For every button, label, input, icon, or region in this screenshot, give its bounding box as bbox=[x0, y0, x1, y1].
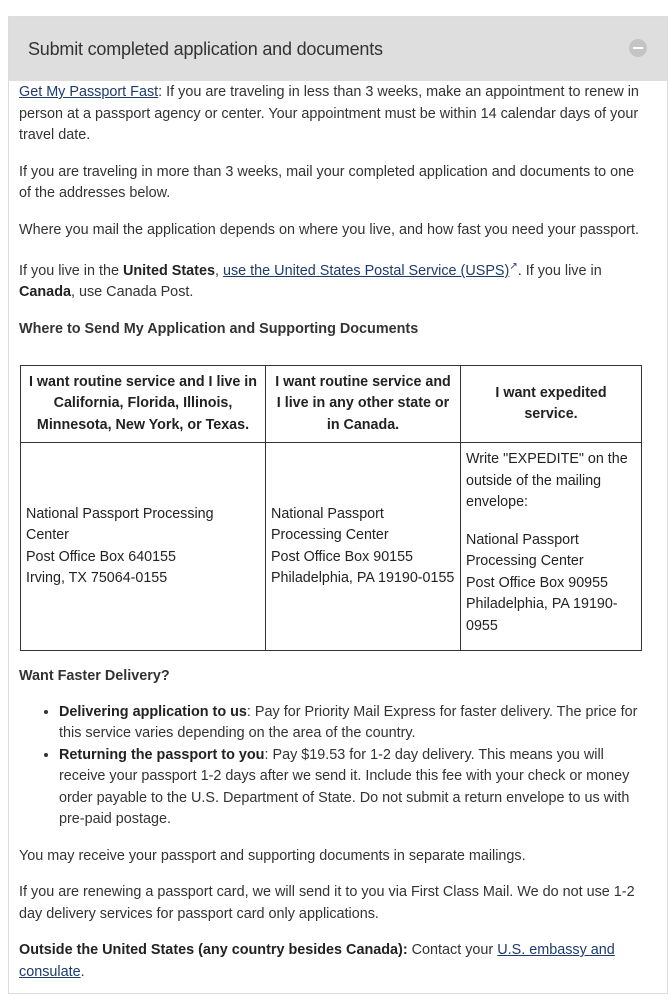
intro-paragraph: Get My Passport Fast: If you are traveling in less than 3 weeks, make an appointment to renew in person at a passport agency or center. Your appointment must be within 14 calendar days of your travel date. bbox=[19, 84, 639, 143]
get-passport-fast-link[interactable]: Get My Passport Fast bbox=[19, 84, 159, 100]
mail-paragraph: If you are traveling in more than 3 weeks, mail your completed application and documents to one of the addresses below. bbox=[19, 163, 635, 201]
panel-content bbox=[19, 82, 647, 340]
accordion-header[interactable] bbox=[9, 17, 667, 81]
faster-section bbox=[19, 666, 647, 983]
minus-circle-icon[interactable] bbox=[629, 39, 647, 57]
table-header: I want routine service and I live in any other state or in Canada. bbox=[266, 366, 461, 443]
embassy-link[interactable]: U.S. embassy and consulate bbox=[19, 942, 615, 980]
external-link-icon: ↗ bbox=[509, 261, 518, 272]
passport-card-paragraph: If you are renewing a passport card, we will send it to you via First Class Mail. We do not use 1-2 day delivery services for passport card only applications. bbox=[19, 884, 635, 922]
outside-us-paragraph: Outside the United States (any country besides Canada): Contact your U.S. embassy and consulate. bbox=[19, 942, 615, 980]
separate-mailings-paragraph: You may receive your passport and supporting documents in separate mailings. bbox=[19, 847, 526, 864]
list-item: • Returning the passport to you: Pay $19.53 for 1-2 day delivery. This means you will receive your passport 1-2 days after we send it. Include this fee with your check or money order payable to the U.S. Department of State. Do not submit a return envelope to us with pre-paid postage. bbox=[59, 745, 647, 831]
table-header: I want expedited service. bbox=[461, 366, 642, 443]
table-cell: Write "EXPEDITE" on the outside of the mailing envelope: National Passport Processing Center Post Office Box 90955 Philadelphia, PA 19190-0955 bbox=[461, 443, 642, 651]
list-item: • Delivering application to us: Pay for Priority Mail Express for faster delivery. The price for this service varies depending on the area of the country. bbox=[59, 702, 647, 745]
faster-delivery-heading: Want Faster Delivery? bbox=[19, 668, 170, 684]
usps-link[interactable]: use the United States Postal Service (USPS) bbox=[222, 262, 510, 279]
table-header-row bbox=[21, 366, 642, 443]
where-to-send-heading: Where to Send My Application and Supporting Documents bbox=[19, 320, 419, 337]
faster-delivery-list bbox=[19, 702, 647, 831]
where-paragraph: Where you mail the application depends on where you live, and how fast you need your passport. bbox=[19, 221, 639, 238]
postal-paragraph: If you live in the United States, use the United States Postal Service (USPS)↗. If you live in Canada, use Canada Post. bbox=[19, 261, 602, 301]
panel-title: Submit completed application and documents bbox=[28, 39, 383, 59]
table-cell: National Passport Processing Center Post Office Box 90155 Philadelphia, PA 19190-0155 bbox=[266, 443, 461, 651]
table-row bbox=[21, 443, 642, 651]
mailing-address-table bbox=[20, 365, 642, 651]
table-header: I want routine service and I live in California, Florida, Illinois, Minnesota, New York, or Texas. bbox=[21, 366, 266, 443]
table-cell: National Passport Processing Center Post Office Box 640155 Irving, TX 75064-0155 bbox=[21, 443, 266, 651]
